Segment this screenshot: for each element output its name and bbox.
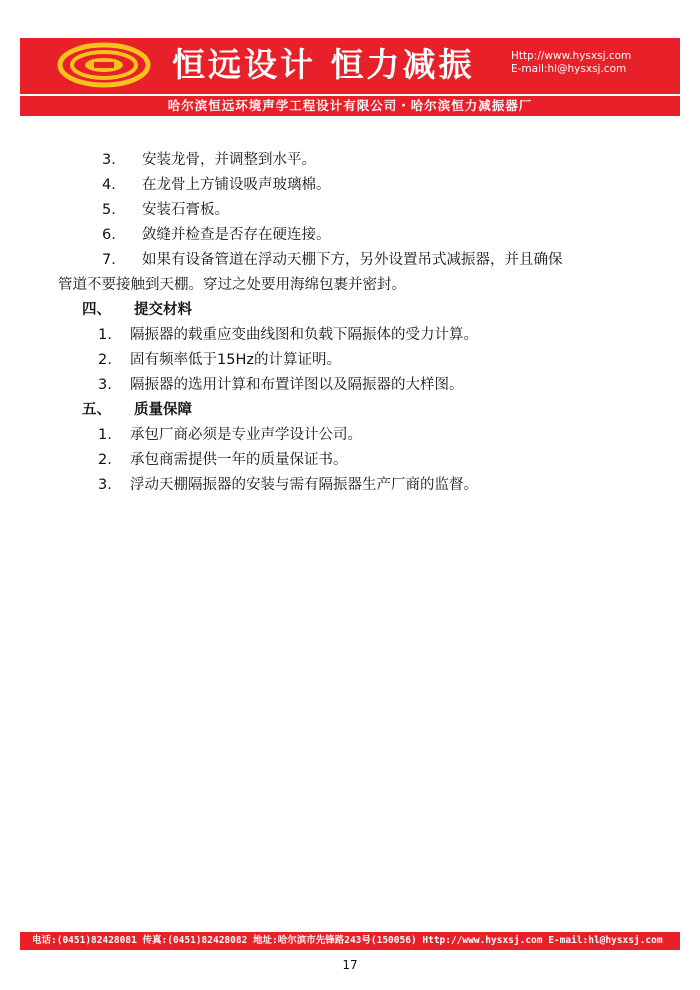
document-body — [60, 148, 640, 498]
header-contact — [511, 50, 671, 76]
section-heading-4 — [60, 298, 640, 323]
step-item — [60, 173, 640, 198]
item-number: 3. — [98, 477, 112, 493]
company-name-bar: 哈尔滨恒远环境声学工程设计有限公司・哈尔滨恒力减振器厂 — [20, 96, 680, 116]
section-title: 质量保障 — [134, 402, 192, 418]
step-item — [60, 223, 640, 248]
step-text: 在龙骨上方铺设吸声玻璃棉。 — [142, 177, 331, 193]
step-item — [60, 198, 640, 223]
step-text: 安装石膏板。 — [142, 202, 229, 218]
step-number: 6. — [102, 227, 116, 243]
item-number: 2. — [98, 452, 112, 468]
step-number: 5. — [102, 202, 116, 218]
item-text: 固有频率低于15Hz的计算证明。 — [130, 352, 341, 368]
item-text: 浮动天棚隔振器的安装与需有隔振器生产厂商的监督。 — [130, 477, 478, 493]
item-number: 1. — [98, 427, 112, 443]
list-item — [60, 348, 640, 373]
step-number: 7. — [102, 252, 116, 268]
step-text: 安装龙骨，并调整到水平。 — [142, 152, 316, 168]
page-number: 17 — [342, 958, 358, 972]
list-item — [60, 448, 640, 473]
section-number: 五、 — [82, 402, 111, 418]
step-item-7-continuation: 管道不要接触到天棚。穿过之处要用海绵包裹并密封。 — [58, 277, 406, 293]
list-item — [60, 423, 640, 448]
step-item — [60, 148, 640, 173]
header-email[interactable]: E-mail:hl@hysxsj.com — [511, 63, 627, 75]
section-number: 四、 — [82, 302, 111, 318]
list-item — [60, 373, 640, 398]
item-text: 隔振器的载重应变曲线图和负载下隔振体的受力计算。 — [130, 327, 478, 343]
section-title: 提交材料 — [134, 302, 192, 318]
item-number: 3. — [98, 377, 112, 393]
step-text: 敛缝并检查是否存在硬连接。 — [142, 227, 331, 243]
company-logo-icon — [56, 42, 152, 88]
footer-contact-bar: 电话:(0451)82428081 传真:(0451)82428082 地址:哈尔滨市先锋路243号(150056) Http://www.hysxsj.com E-mail:hl@hysxsj.com — [20, 932, 680, 950]
item-number: 2. — [98, 352, 112, 368]
step-text: 如果有设备管道在浮动天棚下方，另外设置吊式减振器，并且确保 — [142, 252, 563, 268]
header-slogan: 恒远设计 恒力减振 — [172, 45, 475, 84]
item-number: 1. — [98, 327, 112, 343]
section-heading-5 — [60, 398, 640, 423]
item-text: 承包商需提供一年的质量保证书。 — [130, 452, 348, 468]
item-text: 隔振器的选用计算和布置详图以及隔振器的大样图。 — [130, 377, 464, 393]
step-number: 3. — [102, 152, 116, 168]
step-number: 4. — [102, 177, 116, 193]
list-item — [60, 323, 640, 348]
item-text: 承包厂商必须是专业声学设计公司。 — [130, 427, 362, 443]
list-item — [60, 473, 640, 498]
step-item-7 — [60, 248, 640, 273]
header-banner — [20, 38, 680, 94]
header-url[interactable]: Http://www.hysxsj.com — [511, 50, 632, 62]
